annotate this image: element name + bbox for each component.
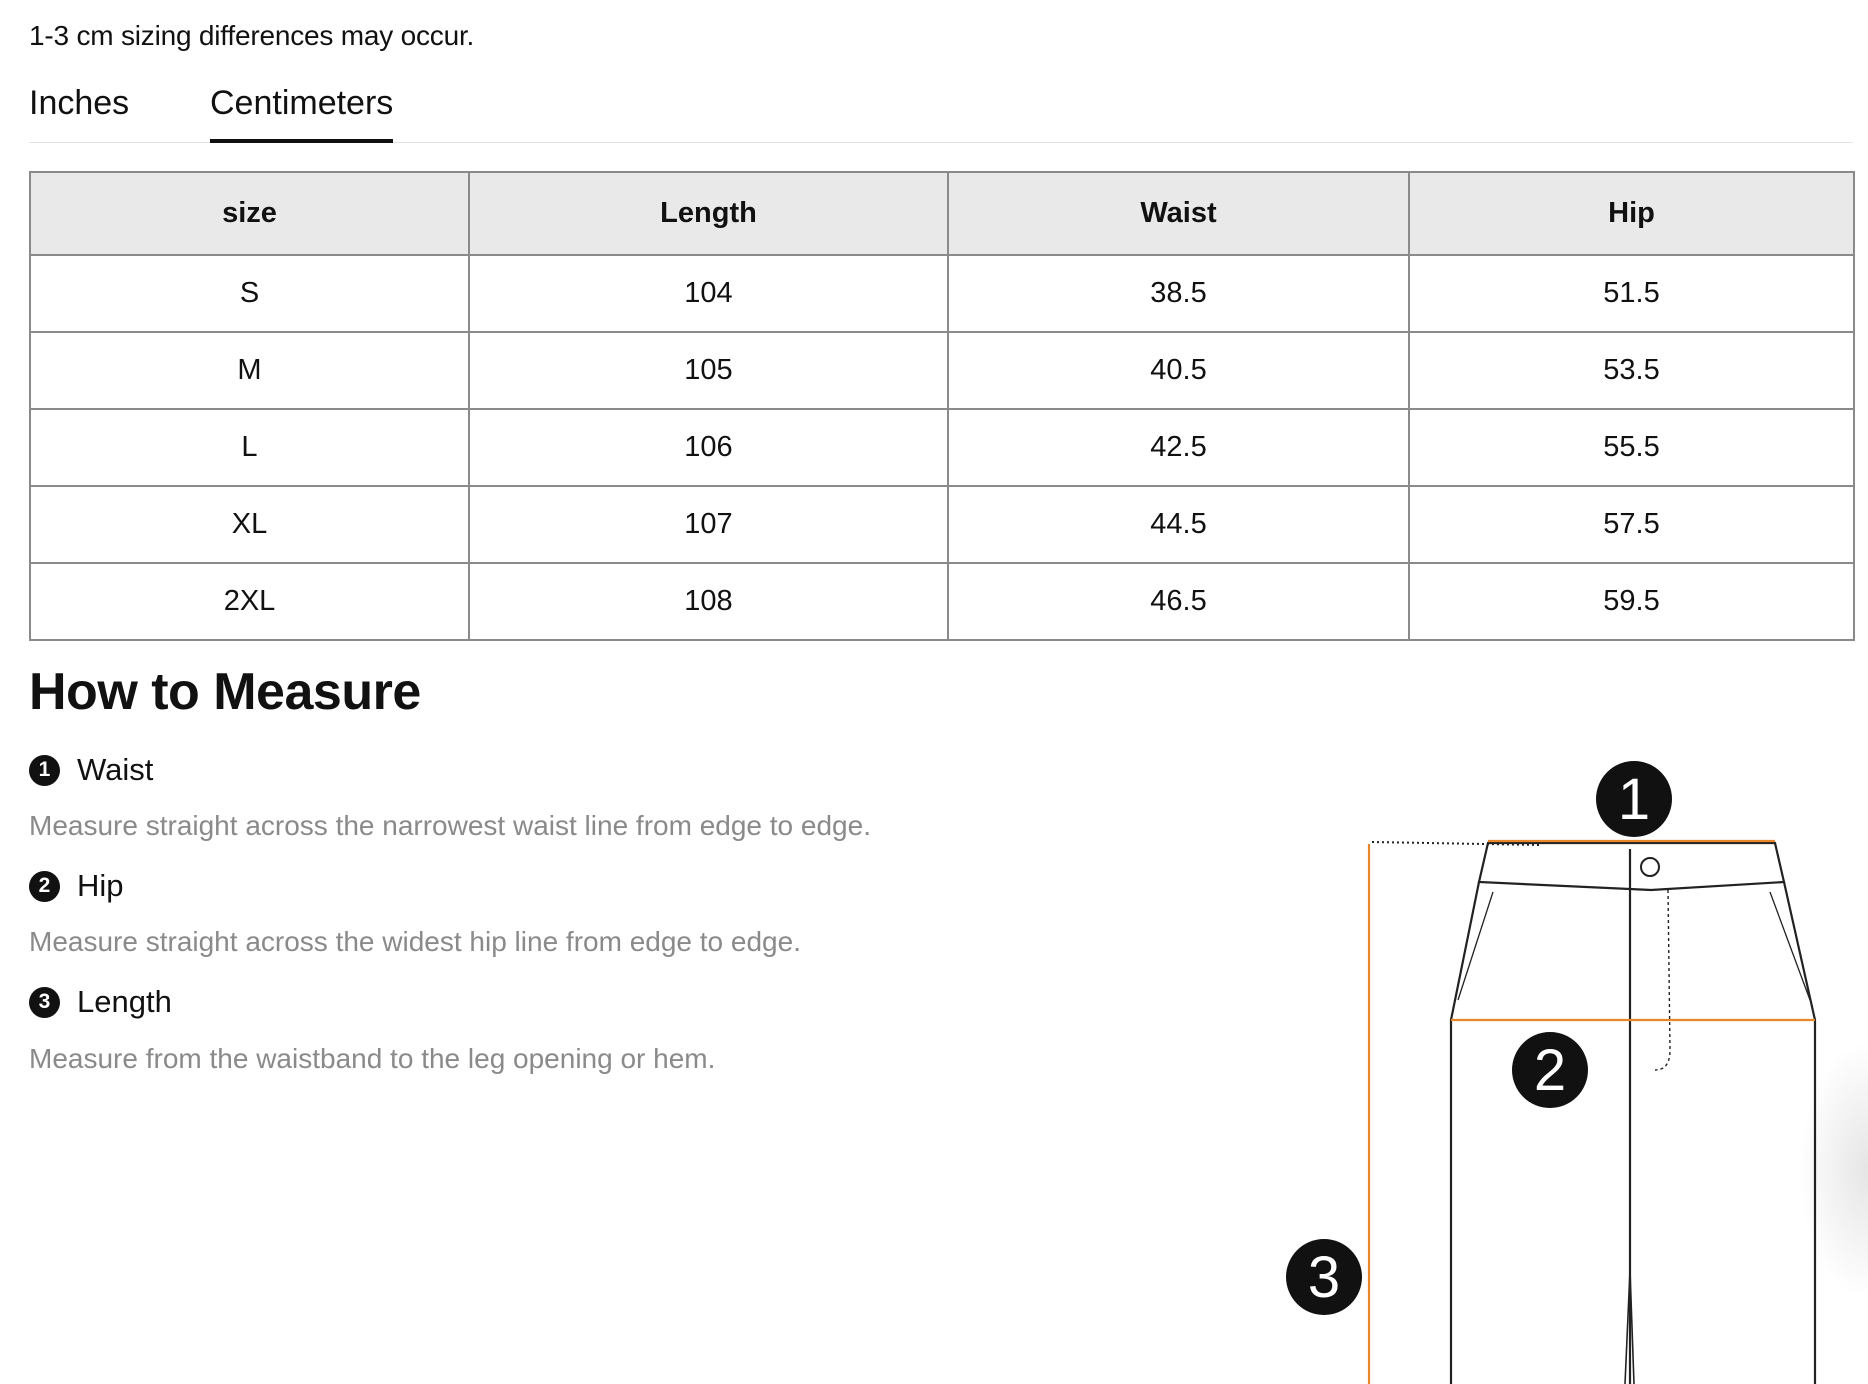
measure-desc-length: Measure from the waistband to the leg opening or hem.	[29, 1043, 716, 1074]
table-row	[30, 255, 1854, 332]
table-row	[30, 332, 1854, 409]
svg-text:3: 3	[1307, 1245, 1341, 1310]
col-header-length: Length	[469, 172, 948, 255]
sizing-note: 1-3 cm sizing differences may occur.	[29, 20, 475, 51]
cell-hip: 51.5	[1409, 255, 1854, 332]
cell-size: XL	[30, 486, 469, 563]
cell-waist: 46.5	[948, 563, 1409, 640]
marker-two-icon	[1512, 1032, 1588, 1108]
table-row	[30, 563, 1854, 640]
measure-item-waist	[29, 750, 153, 790]
measure-item-hip	[29, 866, 124, 906]
cell-length: 105	[469, 332, 948, 409]
tab-inches[interactable]: Inches	[29, 84, 130, 122]
unit-tabs	[29, 80, 1853, 143]
pants-measurement-diagram	[1270, 750, 1830, 1384]
table-row	[30, 486, 1854, 563]
cell-hip: 55.5	[1409, 409, 1854, 486]
table-row	[30, 409, 1854, 486]
number-three-badge-icon: 3	[29, 987, 60, 1018]
cell-hip: 57.5	[1409, 486, 1854, 563]
measure-label-hip: Hip	[77, 868, 124, 903]
tab-centimeters[interactable]: Centimeters	[210, 80, 393, 142]
marker-three-icon	[1286, 1239, 1362, 1315]
svg-text:2: 2	[1533, 1038, 1567, 1103]
number-two-badge-icon: 2	[29, 871, 60, 902]
button-icon	[1641, 858, 1659, 876]
size-chart-table	[29, 171, 1855, 641]
col-header-hip: Hip	[1409, 172, 1854, 255]
measure-item-length	[29, 982, 172, 1022]
fly-stitch	[1655, 890, 1670, 1070]
cell-length: 108	[469, 563, 948, 640]
cell-waist: 42.5	[948, 409, 1409, 486]
pants-outline	[1451, 882, 1815, 1384]
how-to-measure-title: How to Measure	[29, 663, 421, 721]
cell-size: 2XL	[30, 563, 469, 640]
measure-desc-hip: Measure straight across the widest hip line from edge to edge.	[29, 926, 801, 957]
cell-hip: 53.5	[1409, 332, 1854, 409]
col-header-waist: Waist	[948, 172, 1409, 255]
cell-waist: 38.5	[948, 255, 1409, 332]
cell-size: S	[30, 255, 469, 332]
cell-waist: 40.5	[948, 332, 1409, 409]
svg-text:1: 1	[1617, 767, 1651, 832]
cell-length: 106	[469, 409, 948, 486]
edge-shadow	[1798, 1040, 1868, 1300]
cell-waist: 44.5	[948, 486, 1409, 563]
measure-label-waist: Waist	[77, 752, 154, 787]
measure-label-length: Length	[77, 984, 172, 1019]
marker-one-icon	[1596, 761, 1672, 837]
left-pocket	[1458, 892, 1493, 1000]
measure-desc-waist: Measure straight across the narrowest waist line from edge to edge.	[29, 810, 871, 841]
cell-size: M	[30, 332, 469, 409]
cell-length: 104	[469, 255, 948, 332]
cell-hip: 59.5	[1409, 563, 1854, 640]
pants-waistband	[1479, 843, 1784, 890]
col-header-size: size	[30, 172, 469, 255]
cell-length: 107	[469, 486, 948, 563]
number-one-badge-icon: 1	[29, 755, 60, 786]
cell-size: L	[30, 409, 469, 486]
table-header-row	[30, 172, 1854, 255]
